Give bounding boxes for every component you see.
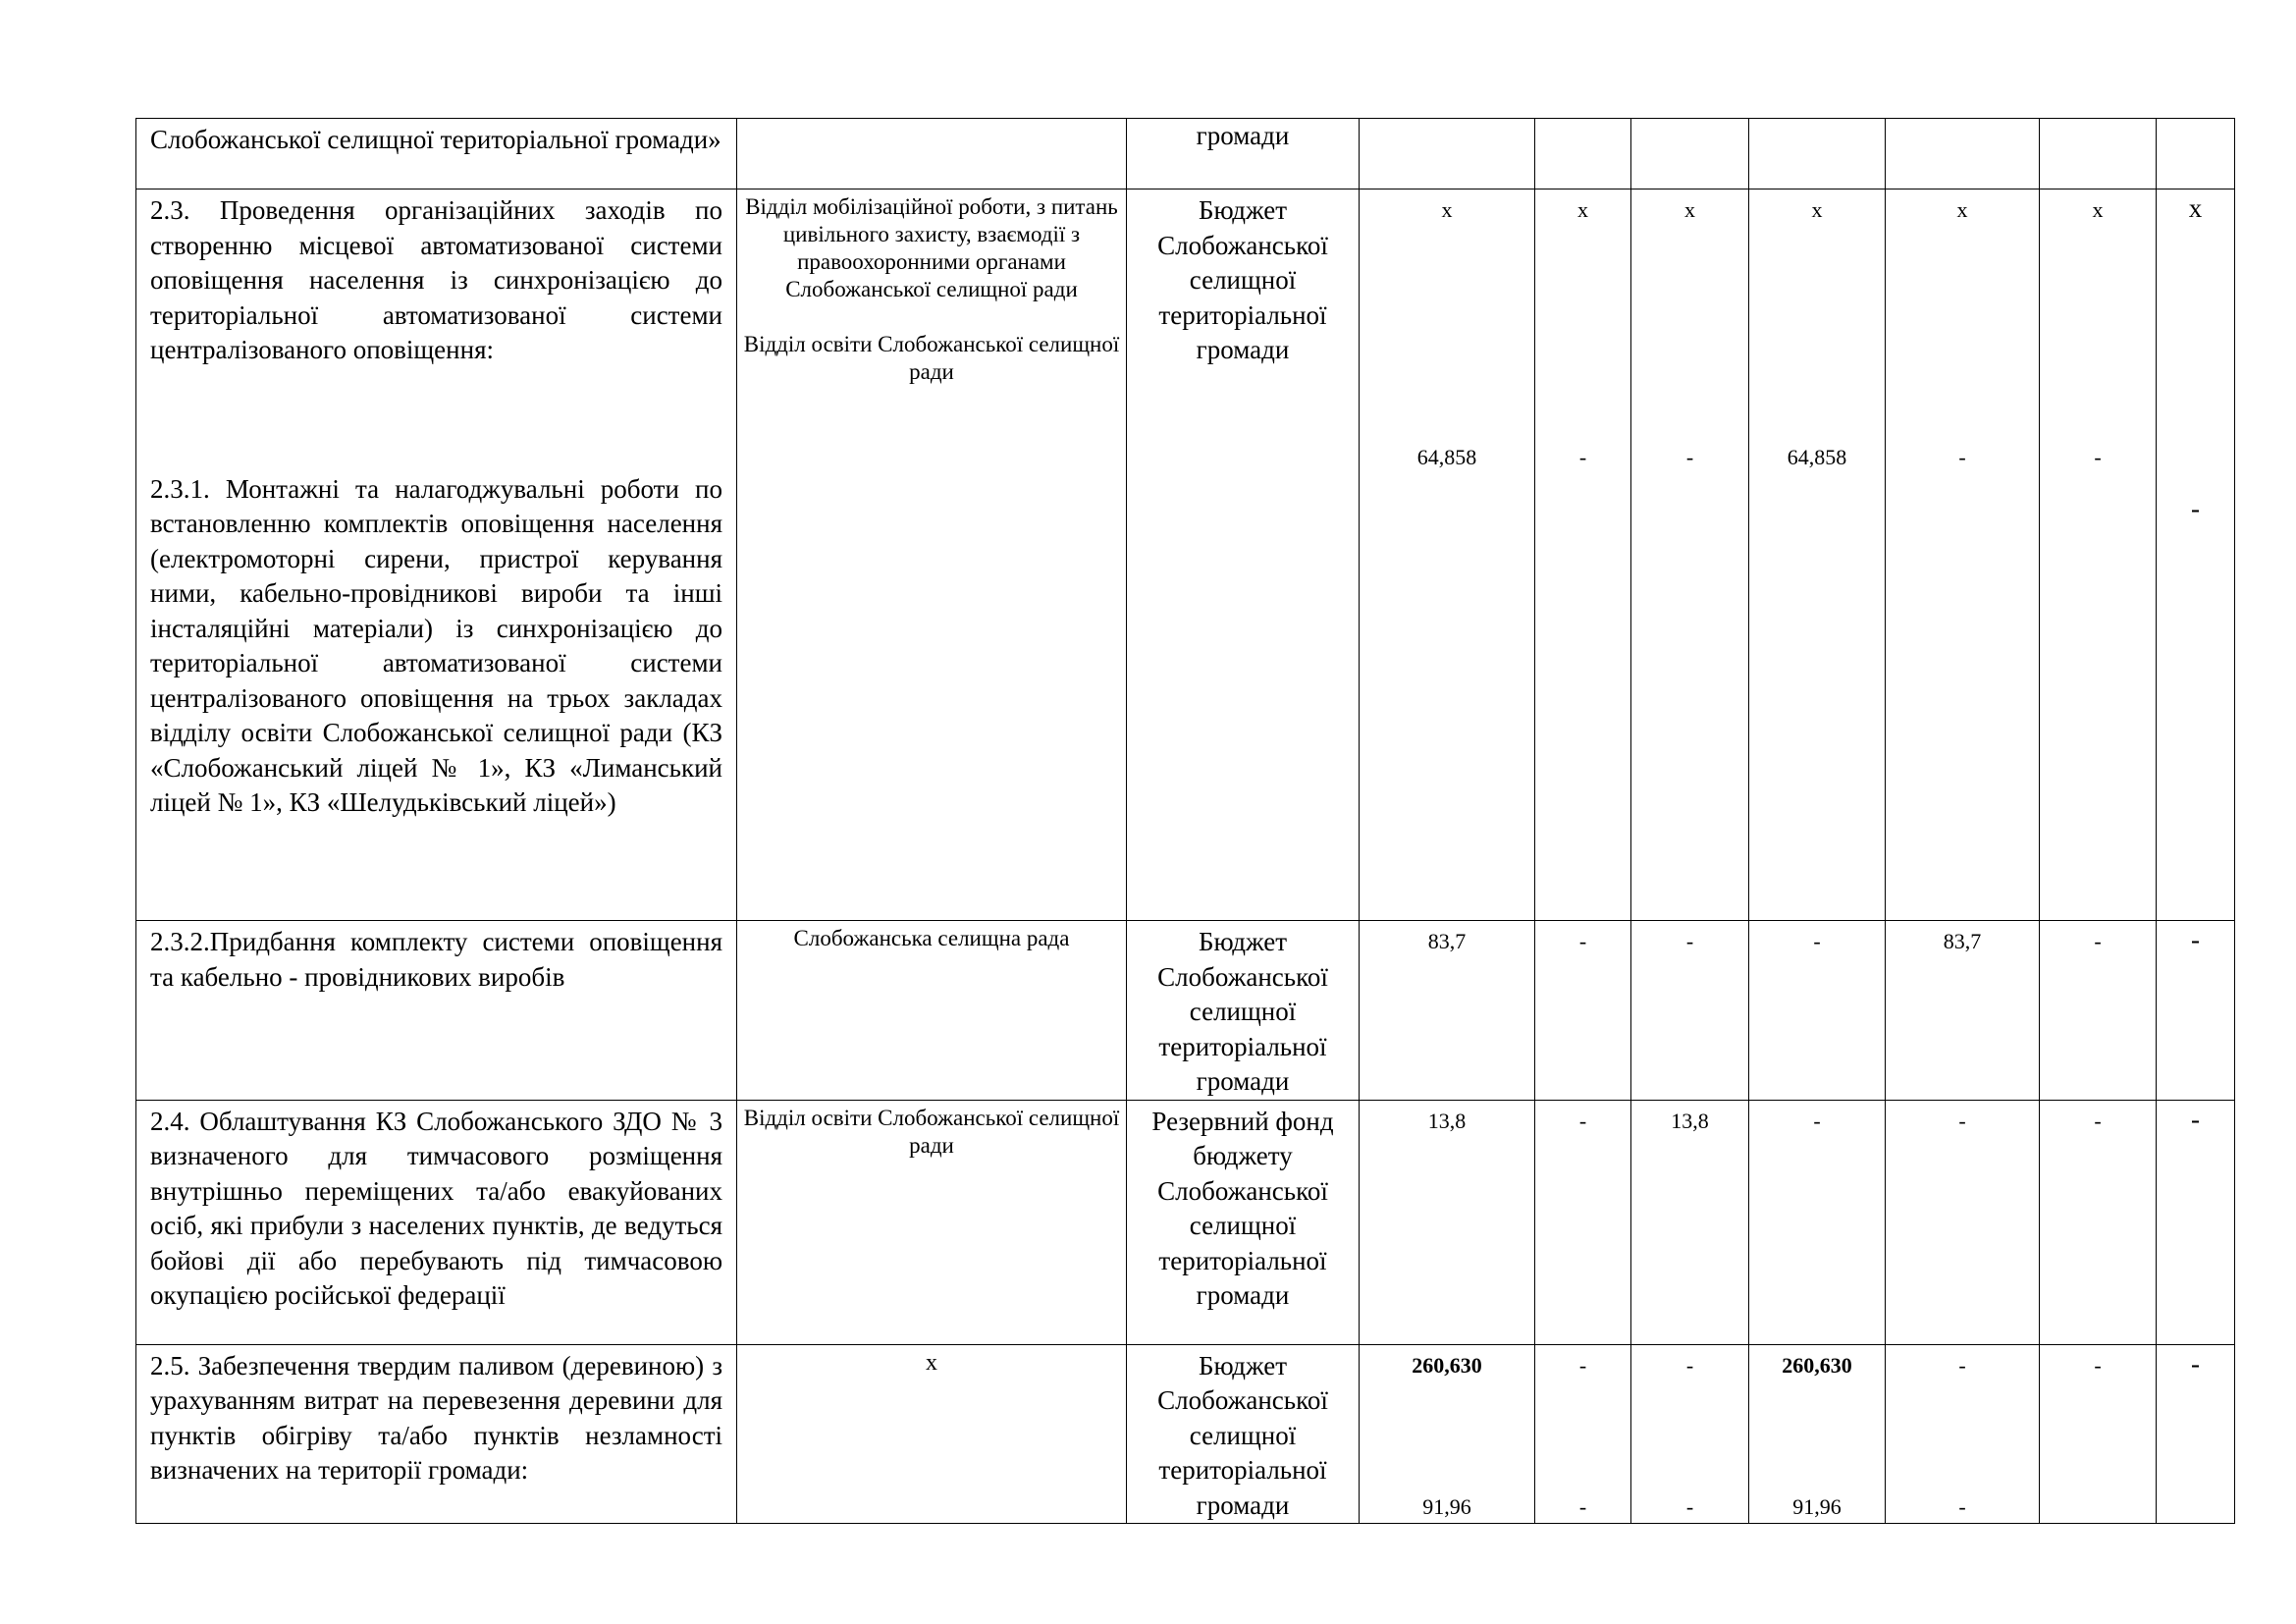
program-table (135, 118, 2235, 1524)
table-row (136, 1100, 2235, 1344)
table-row (136, 1344, 2235, 1524)
value-cell: - (2157, 1100, 2235, 1344)
activity-subitem: 2.3.1. Монтажні та налагоджувальні роботи по встановленню комплектів оповіщення населення (електромоторні сирени, пристрої керування ними, кабельно-провідникові вироби та інші інсталяційні матеріали) із синхронізацією до територіальної автоматизованої системи централізованого оповіщення на трьох закладах відділу освіти Слобожанської селищної ради (КЗ «Слобожанський ліцей № 1», КЗ «Лиманський ліцей № 1», КЗ «Шелудьківський ліцей») (150, 473, 722, 817)
value-cell: - - (1535, 1344, 1631, 1524)
value-cell: - - (1631, 1344, 1749, 1524)
value-cell: - (1631, 921, 1749, 1101)
executor-cell (737, 189, 1127, 921)
value-cell (1749, 119, 1886, 189)
value-cell: 13,8 (1360, 1100, 1535, 1344)
executor-cell: х (737, 1344, 1127, 1524)
executor-text-2: Відділ освіти Слобожанської селищної ради (743, 332, 1120, 384)
value-cell: х 64,858 (1749, 189, 1886, 921)
value-cell: 83,7 (1360, 921, 1535, 1101)
activity-cell: 2.4. Облаштування КЗ Слобожанського ЗДО № 3 визначеного для тимчасового розміщення внутрішньо переміщених та/або евакуйованих осіб, які прибули з населених пунктів, де ведуться бойові дії або перебувають під тимчасовою окупацією російської федерації (136, 1100, 737, 1344)
executor-cell: Відділ освіти Слобожанської селищної ради (737, 1100, 1127, 1344)
value-cell: х - (2157, 189, 2235, 921)
value-cell: - (1749, 921, 1886, 1101)
value-cell (2040, 119, 2157, 189)
value-cell: х - (2040, 189, 2157, 921)
source-cell: Бюджет Слобожанської селищної територіальної громади (1127, 189, 1360, 921)
value-cell: 83,7 (1886, 921, 2040, 1101)
activity-cell: 2.3.2.Придбання комплекту системи оповіщення та кабельно - провідникових виробів (136, 921, 737, 1101)
value-cell: - (1749, 1100, 1886, 1344)
executor-cell: Слобожанська селищна рада (737, 921, 1127, 1101)
value-cell: - (2040, 1100, 2157, 1344)
value-cell (1535, 119, 1631, 189)
value-cell: - (1886, 1100, 2040, 1344)
source-cell: Бюджет Слобожанської селищної територіальної громади (1127, 1344, 1360, 1524)
value-cell: - (1535, 1100, 1631, 1344)
value-cell: - - (1886, 1344, 2040, 1524)
value-cell: - (2040, 921, 2157, 1101)
value-cell: - (2040, 1344, 2157, 1524)
value-cell: - (2157, 1344, 2235, 1524)
table-row (136, 921, 2235, 1101)
source-cell: громади (1127, 119, 1360, 189)
executor-cell (737, 119, 1127, 189)
activity-text: 2.3. Проведення організаційних заходів по створенню місцевої автоматизованої системи оповіщення населення із синхронізацією до територіальної автоматизованої системи централізованого оповіщення: (150, 195, 722, 364)
value-cell: х - (1535, 189, 1631, 921)
value-cell: х - (1886, 189, 2040, 921)
table-row (136, 119, 2235, 189)
value-cell: х - (1631, 189, 1749, 921)
value-cell: 260,630 91,96 (1360, 1344, 1535, 1524)
activity-cell (136, 189, 737, 921)
activity-cell: 2.5. Забезпечення твердим паливом (деревиною) з урахуванням витрат на перевезення деревини для пунктів обігріву та/або пунктів незламності визначених на території громади: (136, 1344, 737, 1524)
value-cell (1360, 119, 1535, 189)
value-cell: - (2157, 921, 2235, 1101)
value-cell (2157, 119, 2235, 189)
activity-cell: Слобожанської селищної територіальної громади» (136, 119, 737, 189)
value-cell (1631, 119, 1749, 189)
value-cell (1886, 119, 2040, 189)
value-cell: - (1535, 921, 1631, 1101)
executor-text: Відділ мобілізаційної роботи, з питань цивільного захисту, взаємодії з правоохоронними органами Слобожанської селищної ради (745, 194, 1118, 301)
value-cell: 260,630 91,96 (1749, 1344, 1886, 1524)
value-cell: 13,8 (1631, 1100, 1749, 1344)
source-cell: Резервний фонд бюджету Слобожанської селищної територіальної громади (1127, 1100, 1360, 1344)
source-cell: Бюджет Слобожанської селищної територіальної громади (1127, 921, 1360, 1101)
value-cell: х 64,858 (1360, 189, 1535, 921)
table-row (136, 189, 2235, 921)
